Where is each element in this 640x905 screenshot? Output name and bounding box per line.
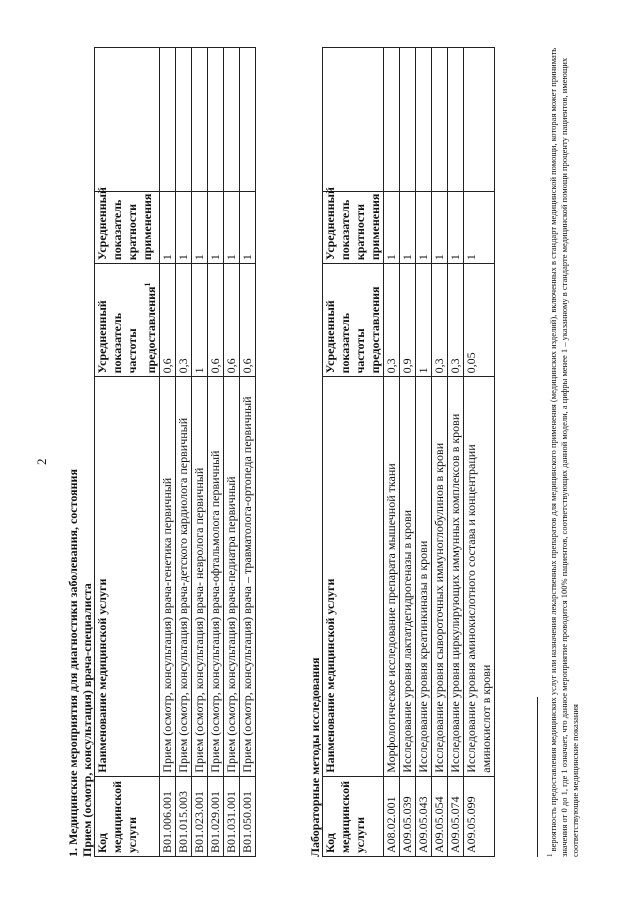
table-row bbox=[448, 48, 464, 857]
table-row bbox=[192, 48, 208, 857]
page-number: 2 bbox=[34, 458, 49, 465]
service-name: Прием (осмотр, консультация) врача- невролога первичный bbox=[192, 377, 208, 776]
table-row bbox=[400, 48, 416, 857]
footnote-mark: 1 bbox=[143, 282, 152, 287]
multiplicity-value: 1 bbox=[208, 192, 224, 264]
multiplicity-value: 1 bbox=[384, 192, 400, 264]
multiplicity-value: 1 bbox=[160, 192, 176, 264]
header-frequency-text: Усредненный показатель частоты предоставления bbox=[95, 286, 158, 374]
table-header-row bbox=[323, 48, 384, 857]
table-row bbox=[160, 48, 176, 857]
table-row bbox=[224, 48, 240, 857]
service-name: Прием (осмотр, консультация) врача-педиатра первичный bbox=[224, 377, 240, 776]
header-name: Наименование медицинской услуги bbox=[323, 377, 384, 776]
service-code: A09.05.054 bbox=[432, 776, 448, 856]
consult-subsection-title: Прием (осмотр, консультация) врача-специалиста bbox=[80, 583, 94, 857]
frequency-value: 0,6 bbox=[240, 264, 256, 377]
table-row bbox=[240, 48, 256, 857]
multiplicity-value: 1 bbox=[432, 192, 448, 264]
frequency-value: 1 bbox=[192, 264, 208, 377]
multiplicity-value: 1 bbox=[176, 192, 192, 264]
service-code: A09.05.043 bbox=[416, 776, 432, 856]
frequency-value: 0,6 bbox=[160, 264, 176, 377]
service-name: Прием (осмотр, консультация) врача-детского кардиолога первичный bbox=[176, 377, 192, 776]
service-name: Исследование уровня циркулирующих иммунных комплексов в крови bbox=[448, 377, 464, 776]
lab-methods-table bbox=[322, 47, 495, 857]
empty-cell bbox=[384, 48, 400, 192]
multiplicity-value: 1 bbox=[192, 192, 208, 264]
header-frequency: Усредненный показатель частоты предоставления bbox=[323, 264, 384, 377]
footnote-divider bbox=[537, 697, 538, 857]
service-code: A09.05.074 bbox=[448, 776, 464, 856]
consultation-table bbox=[94, 47, 256, 857]
service-code: B01.006.001 bbox=[160, 776, 176, 856]
multiplicity-value: 1 bbox=[400, 192, 416, 264]
service-code: B01.029.001 bbox=[208, 776, 224, 856]
service-code: A09.05.039 bbox=[400, 776, 416, 856]
service-code: B01.015.003 bbox=[176, 776, 192, 856]
frequency-value: 0,3 bbox=[384, 264, 400, 377]
service-name: Исследование уровня сывороточных иммуноглобулинов в крови bbox=[432, 377, 448, 776]
table-row bbox=[432, 48, 448, 857]
empty-cell bbox=[416, 48, 432, 192]
empty-cell bbox=[432, 48, 448, 192]
frequency-value: 1 bbox=[416, 264, 432, 377]
empty-cell bbox=[464, 48, 495, 192]
service-code: B01.023.001 bbox=[192, 776, 208, 856]
multiplicity-value: 1 bbox=[416, 192, 432, 264]
multiplicity-value: 1 bbox=[464, 192, 495, 264]
service-name: Морфологическое исследование препарата мышечной ткани bbox=[384, 377, 400, 776]
service-name: Прием (осмотр, консультация) врача-офтальмолога первичный bbox=[208, 377, 224, 776]
service-code: B01.050.001 bbox=[240, 776, 256, 856]
footnote-number: 1 bbox=[546, 853, 554, 857]
service-name: Исследование уровня лактатдегидрогеназы в крови bbox=[400, 377, 416, 776]
table-row bbox=[384, 48, 400, 857]
service-name: Исследование уровня аминокислотного состава и концентрации аминокислот в крови bbox=[464, 377, 495, 776]
empty-cell bbox=[224, 48, 240, 192]
footnote-text: вероятность предоставления медицинских услуг или назначения лекарственных препаратов для медицинского применения (медицинских изделий), включенных в стандарт медицинской помощи, которая может принимать значения от 0 до 1, где 1 означает, что данное мероприятие проводится 100% пациентов, соответствующих данной модели, а цифры менее 1 – указанному в стандарте медицинской помощи проценту пациентов, имеющих соответствующие медицинские показания bbox=[547, 47, 580, 857]
empty-cell bbox=[160, 48, 176, 192]
header-code: Код медицинской услуги bbox=[95, 776, 160, 856]
table-row bbox=[176, 48, 192, 857]
frequency-value: 0,3 bbox=[176, 264, 192, 377]
header-frequency bbox=[95, 264, 160, 377]
empty-cell bbox=[95, 48, 160, 192]
service-name: Прием (осмотр, консультация) врача – травматолога-ортопеда первичный bbox=[240, 377, 256, 776]
empty-cell bbox=[400, 48, 416, 192]
frequency-value: 0,6 bbox=[208, 264, 224, 377]
table-row bbox=[208, 48, 224, 857]
table-row bbox=[464, 48, 495, 857]
header-name: Наименование медицинской услуги bbox=[95, 377, 160, 776]
header-multiplicity: Усредненный показатель кратности применения bbox=[323, 192, 384, 264]
empty-cell bbox=[448, 48, 464, 192]
service-name: Исследование уровня креатинкиназы в крови bbox=[416, 377, 432, 776]
frequency-value: 0,9 bbox=[400, 264, 416, 377]
footnote bbox=[545, 47, 581, 857]
empty-cell bbox=[240, 48, 256, 192]
frequency-value: 0,3 bbox=[448, 264, 464, 377]
table-header-row bbox=[95, 48, 160, 857]
multiplicity-value: 1 bbox=[448, 192, 464, 264]
empty-cell bbox=[323, 48, 384, 192]
header-code: Код медицинской услуги bbox=[323, 776, 384, 856]
section-title: 1. Медицинские мероприятия для диагностики заболевания, состояния bbox=[66, 469, 80, 857]
service-code: A09.05.099 bbox=[464, 776, 495, 856]
service-code: A08.02.001 bbox=[384, 776, 400, 856]
header-multiplicity: Усредненный показатель кратности применения bbox=[95, 192, 160, 264]
multiplicity-value: 1 bbox=[240, 192, 256, 264]
service-code: B01.031.001 bbox=[224, 776, 240, 856]
multiplicity-value: 1 bbox=[224, 192, 240, 264]
service-name: Прием (осмотр, консультация) врача-генетика первичный bbox=[160, 377, 176, 776]
frequency-value: 0,3 bbox=[432, 264, 448, 377]
empty-cell bbox=[208, 48, 224, 192]
empty-cell bbox=[176, 48, 192, 192]
frequency-value: 0,05 bbox=[464, 264, 495, 377]
empty-cell bbox=[192, 48, 208, 192]
frequency-value: 0,6 bbox=[224, 264, 240, 377]
table-row bbox=[416, 48, 432, 857]
lab-subsection-title: Лабораторные методы исследования bbox=[308, 657, 322, 857]
